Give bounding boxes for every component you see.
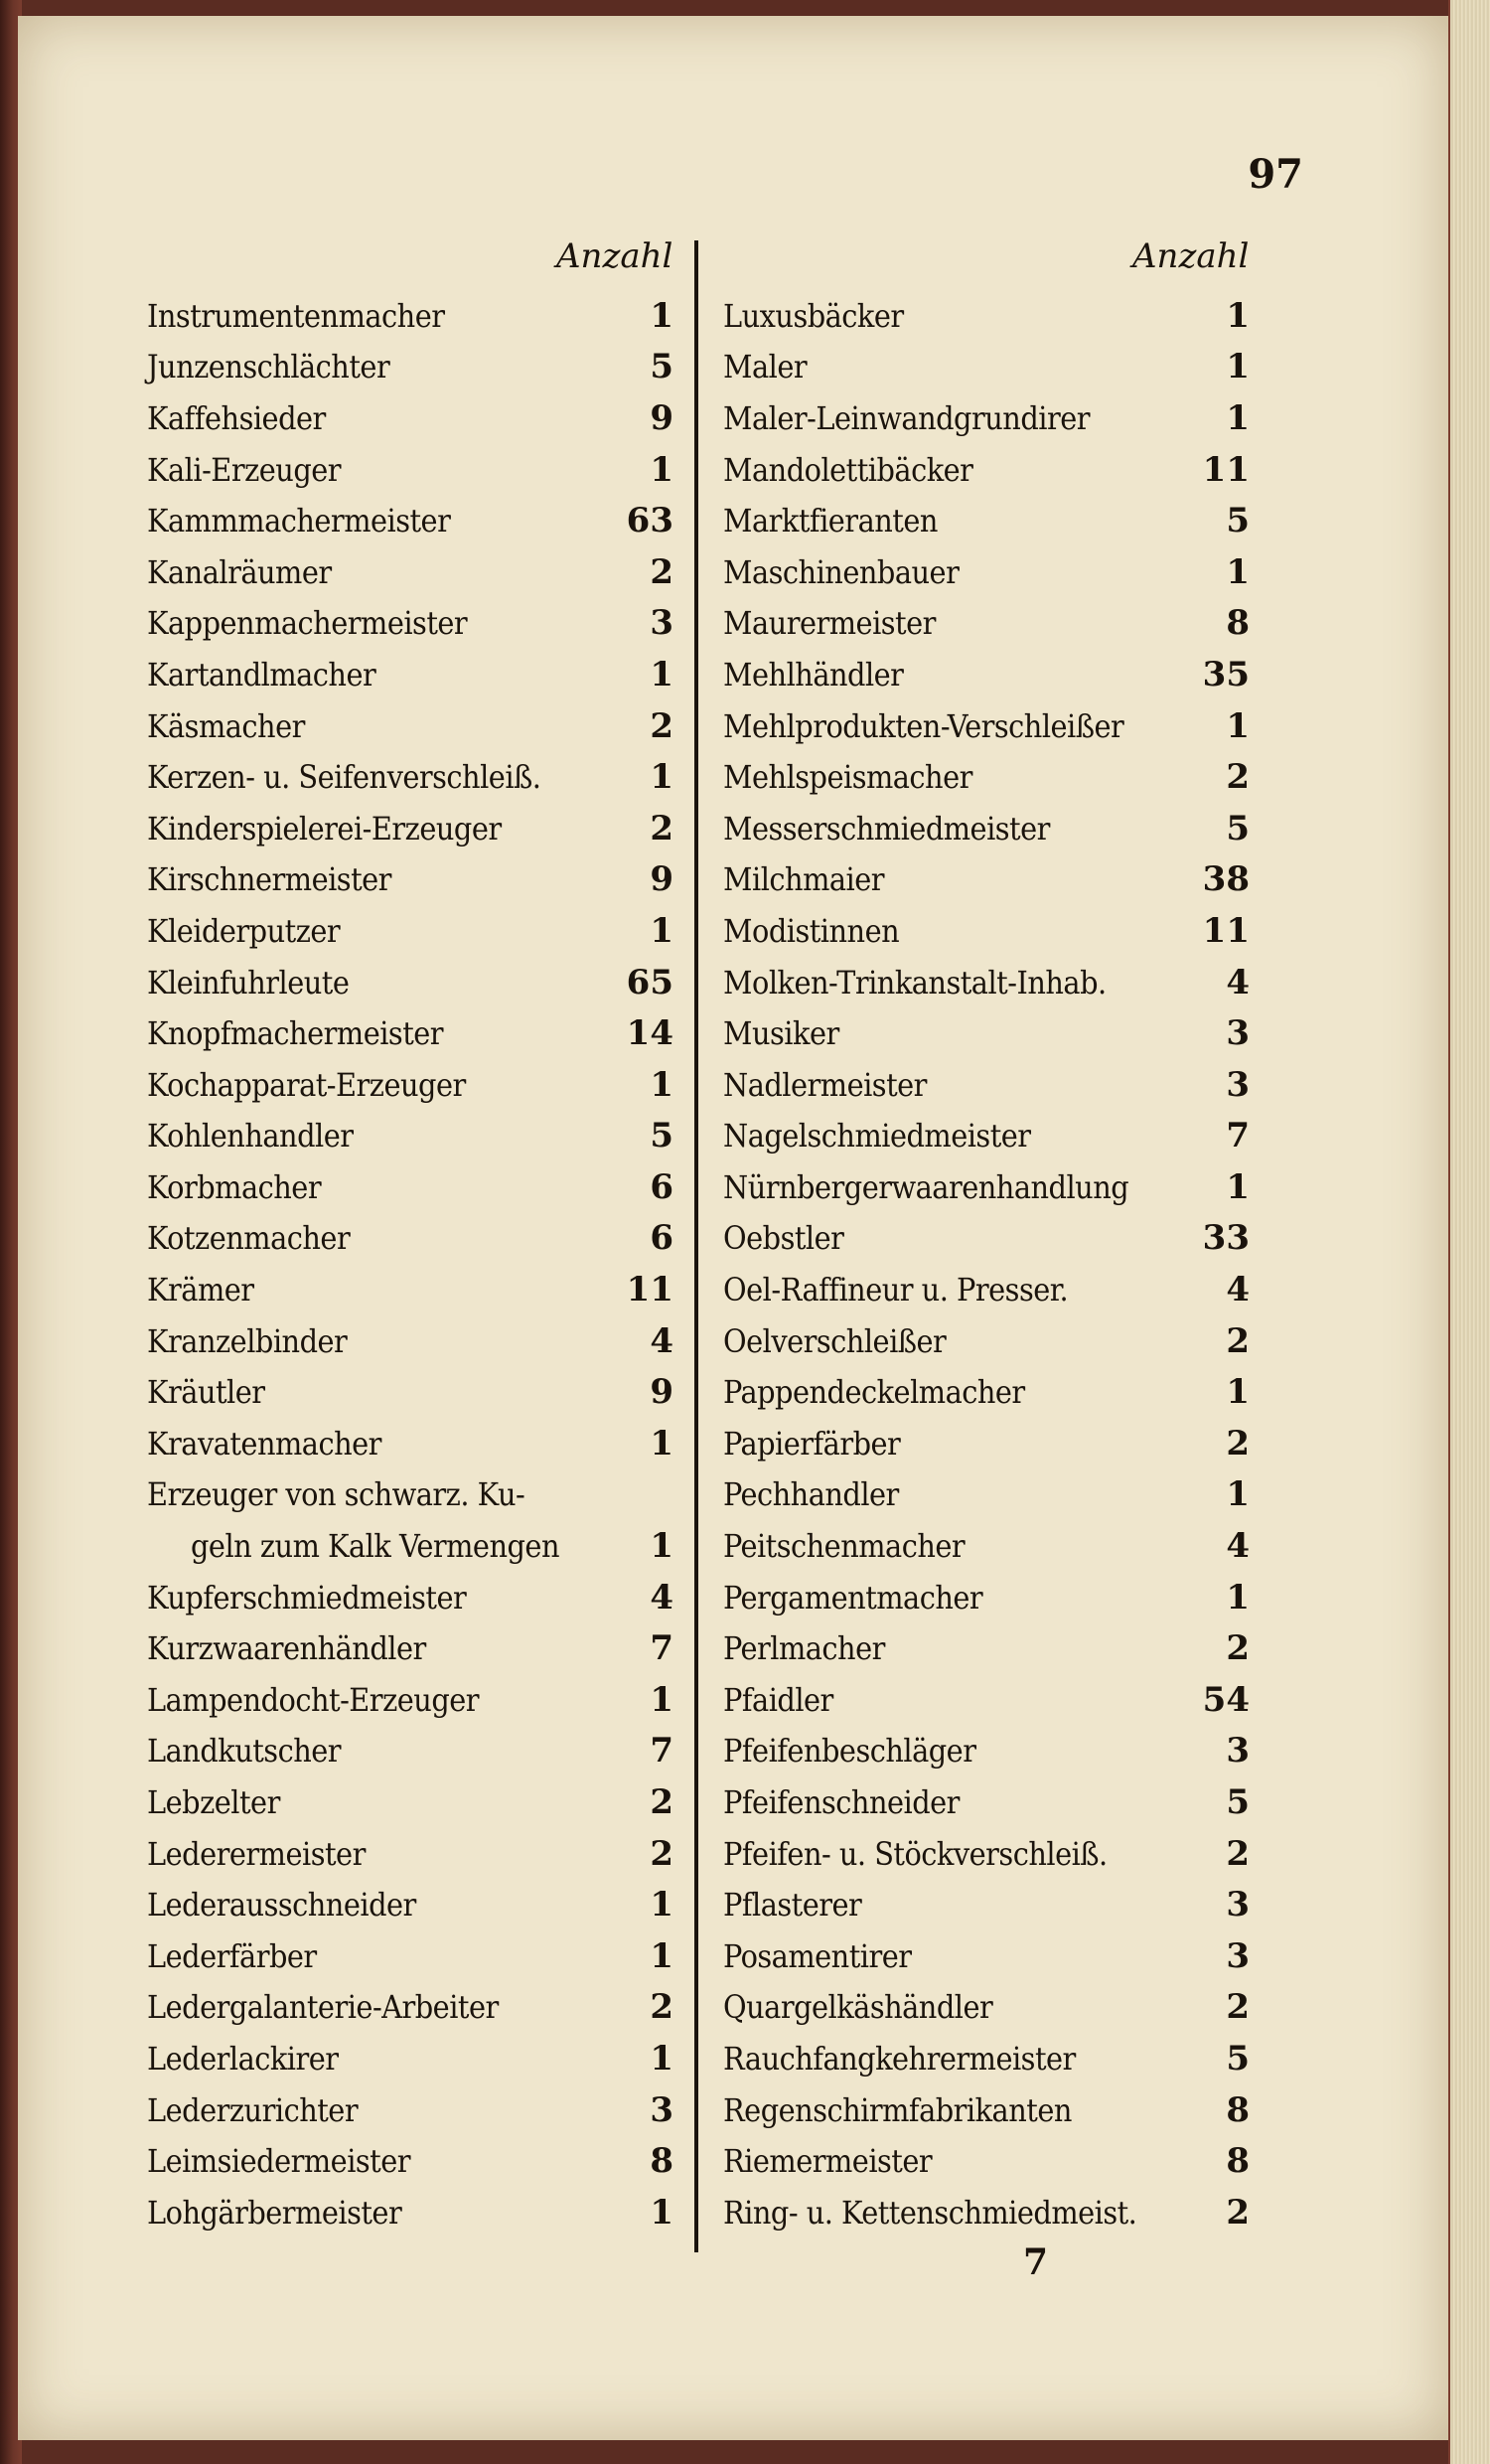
occupation-label: Kerzen- u. Seifenverschleiß.	[147, 758, 541, 797]
occupation-label: Kanalräumer	[147, 552, 332, 591]
occupation-label: Maurermeister	[723, 604, 936, 643]
count-value: 3	[1226, 1013, 1250, 1054]
count-value: 1	[650, 2192, 673, 2233]
table-row	[723, 2084, 1250, 2136]
occupation-label: Oel-Raffineur u. Presser.	[723, 1271, 1069, 1309]
occupation-label: Maler	[723, 348, 808, 386]
count-value: 1	[1226, 1166, 1250, 1207]
table-row	[723, 1572, 1250, 1623]
count-value: 1	[650, 1423, 673, 1463]
count-value: 1	[1226, 551, 1250, 592]
count-value: 1	[650, 654, 673, 694]
table-row	[147, 1879, 673, 1930]
table-row	[723, 392, 1250, 444]
table-row	[723, 905, 1250, 957]
occupation-label: Peitschenmacher	[723, 1527, 966, 1566]
occupation-label: Kochapparat-Erzeuger	[147, 1065, 466, 1104]
count-value: 1	[650, 1064, 673, 1105]
page-edges	[1450, 0, 1490, 2464]
table-row	[147, 598, 673, 650]
occupation-label: Kaffehsieder	[147, 398, 326, 437]
table-row	[147, 546, 673, 598]
count-value: 1	[1226, 397, 1250, 438]
count-value: 2	[1226, 1833, 1250, 1874]
table-row	[723, 1726, 1250, 1777]
occupation-label: Kupferschmiedmeister	[147, 1578, 467, 1617]
occupation-label: Mehlspeismacher	[723, 758, 972, 797]
count-value: 65	[626, 962, 673, 1002]
occupation-label: Oelverschleißer	[723, 1321, 947, 1360]
count-value: 1	[1226, 295, 1250, 336]
table-row	[723, 1315, 1250, 1367]
table-row	[723, 2033, 1250, 2084]
occupation-label: Lederausschneider	[147, 1886, 416, 1925]
occupation-label: Mehlhändler	[723, 655, 904, 693]
count-value: 1	[1226, 1474, 1250, 1515]
table-row	[147, 1828, 673, 1880]
table-row	[147, 1059, 673, 1111]
table-row	[147, 1674, 673, 1726]
table-row	[147, 1213, 673, 1265]
table-row	[723, 1264, 1250, 1315]
occupation-label: Molken-Trinkanstalt-Inhab.	[723, 963, 1107, 1001]
count-value: 1	[1226, 1577, 1250, 1617]
occupation-label: Lederermeister	[147, 1834, 366, 1873]
table-row	[147, 1366, 673, 1418]
count-value: 8	[650, 2141, 673, 2182]
table-row	[147, 1726, 673, 1777]
occupation-label: Pfeifenschneider	[723, 1783, 960, 1822]
count-value: 38	[1202, 859, 1250, 900]
occupation-label: Oebstler	[723, 1219, 844, 1258]
table-row	[723, 854, 1250, 906]
occupation-label: Kranzelbinder	[147, 1321, 348, 1360]
table-row	[723, 598, 1250, 650]
occupation-label: Nürnbergerwaarenhandlung	[723, 1167, 1129, 1206]
count-value: 14	[626, 1013, 673, 1054]
occupation-label: Kohlenhandler	[147, 1117, 354, 1155]
occupation-label: Regenschirmfabrikanten	[723, 2090, 1072, 2129]
occupation-label: Kartandlmacher	[147, 655, 376, 693]
table-row	[147, 1520, 673, 1572]
occupation-label: Mandolettibäcker	[723, 450, 973, 489]
count-value: 1	[650, 757, 673, 798]
table-row	[147, 2187, 673, 2238]
table-row	[147, 342, 673, 393]
count-value: 2	[650, 1833, 673, 1874]
table-row	[723, 1674, 1250, 1726]
table-row	[147, 1930, 673, 1982]
count-value: 1	[650, 2038, 673, 2079]
table-row	[723, 1828, 1250, 1880]
count-value: 63	[626, 501, 673, 541]
table-row	[147, 751, 673, 803]
occupation-label: Pflasterer	[723, 1886, 862, 1925]
occupation-label: Modistinnen	[723, 911, 900, 950]
count-value: 11	[1202, 910, 1250, 951]
count-value: 5	[1226, 808, 1250, 848]
occupation-label: Pechhandler	[723, 1475, 899, 1514]
occupation-label: Papierfärber	[723, 1424, 901, 1463]
count-value: 3	[650, 2089, 673, 2130]
occupation-label: Pfaidler	[723, 1680, 833, 1719]
table-row	[723, 1213, 1250, 1265]
count-value: 1	[650, 1935, 673, 1976]
table-row	[147, 392, 673, 444]
occupation-label: Käsmacher	[147, 706, 305, 745]
count-value: 7	[650, 1628, 673, 1669]
count-value: 2	[1226, 2192, 1250, 2233]
occupation-label: Kurzwaarenhändler	[147, 1629, 426, 1668]
count-value: 8	[1226, 2089, 1250, 2130]
occupation-label: Pfeifen- u. Stöckverschleiß.	[723, 1834, 1108, 1873]
occupation-label: geln zum Kalk Vermengen	[191, 1527, 559, 1566]
table-row	[147, 2135, 673, 2187]
occupation-label: Ring- u. Kettenschmiedmeist.	[723, 2193, 1137, 2232]
table-row	[723, 2187, 1250, 2238]
count-value: 8	[1226, 2141, 1250, 2182]
count-value: 1	[1226, 705, 1250, 746]
count-value: 4	[650, 1577, 673, 1617]
occupation-label: Kotzenmacher	[147, 1219, 351, 1258]
table-row	[147, 1007, 673, 1059]
table-row	[723, 1776, 1250, 1828]
table-row	[147, 905, 673, 957]
count-value: 2	[1226, 1423, 1250, 1463]
table-row	[147, 2033, 673, 2084]
table-row	[147, 444, 673, 496]
table-row	[147, 2084, 673, 2136]
count-value: 3	[1226, 1935, 1250, 1976]
count-value: 54	[1202, 1679, 1250, 1720]
occupation-label: Knopfmachermeister	[147, 1014, 444, 1053]
table-row	[147, 700, 673, 752]
column-divider	[694, 240, 698, 2252]
count-value: 1	[1226, 1372, 1250, 1413]
table-row	[723, 803, 1250, 854]
table-row	[723, 1059, 1250, 1111]
count-value: 11	[1202, 449, 1250, 490]
count-value: 9	[650, 859, 673, 900]
left-column-header: Anzahl	[556, 236, 673, 276]
table-row	[723, 649, 1250, 700]
count-value: 8	[1226, 603, 1250, 644]
occupation-label: Lampendocht-Erzeuger	[147, 1680, 480, 1719]
count-value: 7	[650, 1731, 673, 1771]
occupation-label: Pfeifenbeschläger	[723, 1732, 976, 1771]
occupation-label: Rauchfangkehrermeister	[723, 2039, 1076, 2078]
occupation-label: Kali-Erzeuger	[147, 450, 342, 489]
occupation-label: Krämer	[147, 1271, 254, 1309]
occupation-label: Marktfieranten	[723, 502, 938, 540]
count-value: 1	[650, 1526, 673, 1567]
table-row	[723, 1161, 1250, 1213]
count-value: 5	[650, 347, 673, 387]
count-value: 2	[1226, 1628, 1250, 1669]
count-value: 2	[650, 551, 673, 592]
table-row	[723, 1469, 1250, 1521]
occupation-label: Kammmachermeister	[147, 502, 451, 540]
count-value: 1	[650, 1679, 673, 1720]
count-value: 2	[650, 705, 673, 746]
occupation-label: Kirschnermeister	[147, 860, 391, 899]
occupation-label: Ledergalanterie-Arbeiter	[147, 1988, 499, 2027]
count-value: 2	[650, 808, 673, 848]
table-row	[147, 854, 673, 906]
count-value: 4	[650, 1320, 673, 1361]
occupation-label: Luxusbäcker	[723, 296, 904, 335]
count-value: 3	[1226, 1885, 1250, 1925]
count-value: 1	[650, 449, 673, 490]
count-value: 33	[1202, 1218, 1250, 1259]
table-row	[723, 1007, 1250, 1059]
count-value: 4	[1226, 962, 1250, 1002]
occupation-label: Maler-Leinwandgrundirer	[723, 398, 1090, 437]
count-value: 1	[1226, 347, 1250, 387]
table-row	[147, 495, 673, 546]
count-value: 7	[1226, 1116, 1250, 1156]
count-value: 9	[650, 397, 673, 438]
left-column	[147, 290, 673, 2238]
table-row	[723, 1111, 1250, 1162]
table-row	[723, 290, 1250, 342]
table-row	[147, 1111, 673, 1162]
table-row	[147, 1264, 673, 1315]
occupation-label: Lebzelter	[147, 1783, 280, 1822]
table-row	[723, 342, 1250, 393]
count-value: 2	[650, 1782, 673, 1823]
table-row	[147, 1572, 673, 1623]
count-value: 5	[1226, 1782, 1250, 1823]
table-row	[147, 1469, 673, 1521]
count-value: 2	[1226, 757, 1250, 798]
occupation-label: Nadlermeister	[723, 1065, 927, 1104]
occupation-label: Pergamentmacher	[723, 1578, 983, 1617]
table-row	[147, 1161, 673, 1213]
occupation-label: Posamentirer	[723, 1936, 912, 1975]
occupation-label: Instrumentenmacher	[147, 296, 445, 335]
count-value: 2	[1226, 1320, 1250, 1361]
count-value: 4	[1226, 1270, 1250, 1310]
table-row	[147, 1622, 673, 1674]
occupation-label: Kleiderputzer	[147, 911, 341, 950]
occupation-label: Kravatenmacher	[147, 1424, 381, 1463]
count-value: 2	[650, 1987, 673, 2028]
occupation-label: Messerschmiedmeister	[723, 809, 1050, 847]
table-row	[723, 2135, 1250, 2187]
table-row	[147, 957, 673, 1008]
count-value: 3	[1226, 1064, 1250, 1105]
count-value: 5	[1226, 501, 1250, 541]
table-row	[723, 1418, 1250, 1469]
table-row	[723, 1930, 1250, 1982]
right-column	[723, 290, 1250, 2238]
occupation-label: Quargelkäshändler	[723, 1988, 993, 2027]
occupation-label: Nagelschmiedmeister	[723, 1117, 1031, 1155]
occupation-label: Kleinfuhrleute	[147, 963, 350, 1001]
table-row	[147, 290, 673, 342]
occupation-label: Milchmaier	[723, 860, 885, 899]
count-value: 3	[650, 603, 673, 644]
occupation-label: Junzenschlächter	[147, 348, 390, 386]
table-row	[723, 444, 1250, 496]
count-value: 35	[1202, 654, 1250, 694]
table-row	[723, 751, 1250, 803]
occupation-label: Kinderspielerei-Erzeuger	[147, 809, 502, 847]
table-row	[147, 1776, 673, 1828]
count-value: 5	[1226, 2038, 1250, 2079]
table-row	[723, 1520, 1250, 1572]
occupation-label: Erzeuger von schwarz. Ku-	[147, 1475, 525, 1514]
table-row	[723, 1879, 1250, 1930]
occupation-label: Mehlprodukten-Verschleißer	[723, 706, 1124, 745]
table-row	[723, 957, 1250, 1008]
count-value: 1	[650, 1885, 673, 1925]
table-row	[147, 803, 673, 854]
table-row	[723, 546, 1250, 598]
occupation-label: Riemermeister	[723, 2142, 933, 2181]
table-row	[147, 649, 673, 700]
count-value: 6	[650, 1166, 673, 1207]
table-row	[723, 1982, 1250, 2034]
table-row	[147, 1418, 673, 1469]
occupation-label: Lederlackirer	[147, 2039, 339, 2078]
occupation-label: Pappendeckelmacher	[723, 1373, 1025, 1412]
occupation-label: Lohgärbermeister	[147, 2193, 402, 2232]
table-row	[723, 1622, 1250, 1674]
occupation-label: Landkutscher	[147, 1732, 342, 1771]
table-row	[723, 700, 1250, 752]
occupation-label: Lederzurichter	[147, 2090, 359, 2129]
table-row	[723, 495, 1250, 546]
count-value: 1	[650, 295, 673, 336]
occupation-label: Maschinenbauer	[723, 552, 960, 591]
signature-mark: 7	[1023, 2241, 1049, 2283]
occupation-label: Kappenmachermeister	[147, 604, 468, 643]
table-row	[147, 1315, 673, 1367]
occupation-label: Leimsiedermeister	[147, 2142, 411, 2181]
occupation-label: Kräutler	[147, 1373, 265, 1412]
count-value: 5	[650, 1116, 673, 1156]
occupation-label: Korbmacher	[147, 1167, 322, 1206]
table-row	[147, 1982, 673, 2034]
occupation-label: Lederfärber	[147, 1936, 317, 1975]
count-value: 9	[650, 1372, 673, 1413]
count-value: 6	[650, 1218, 673, 1259]
table-row	[723, 1366, 1250, 1418]
count-value: 3	[1226, 1731, 1250, 1771]
occupation-label: Perlmacher	[723, 1629, 885, 1668]
count-value: 11	[626, 1270, 673, 1310]
count-value: 2	[1226, 1987, 1250, 2028]
count-value: 1	[650, 910, 673, 951]
count-value: 4	[1226, 1526, 1250, 1567]
page-number: 97	[1248, 151, 1303, 198]
occupation-label: Musiker	[723, 1014, 839, 1053]
right-column-header: Anzahl	[1132, 236, 1250, 276]
